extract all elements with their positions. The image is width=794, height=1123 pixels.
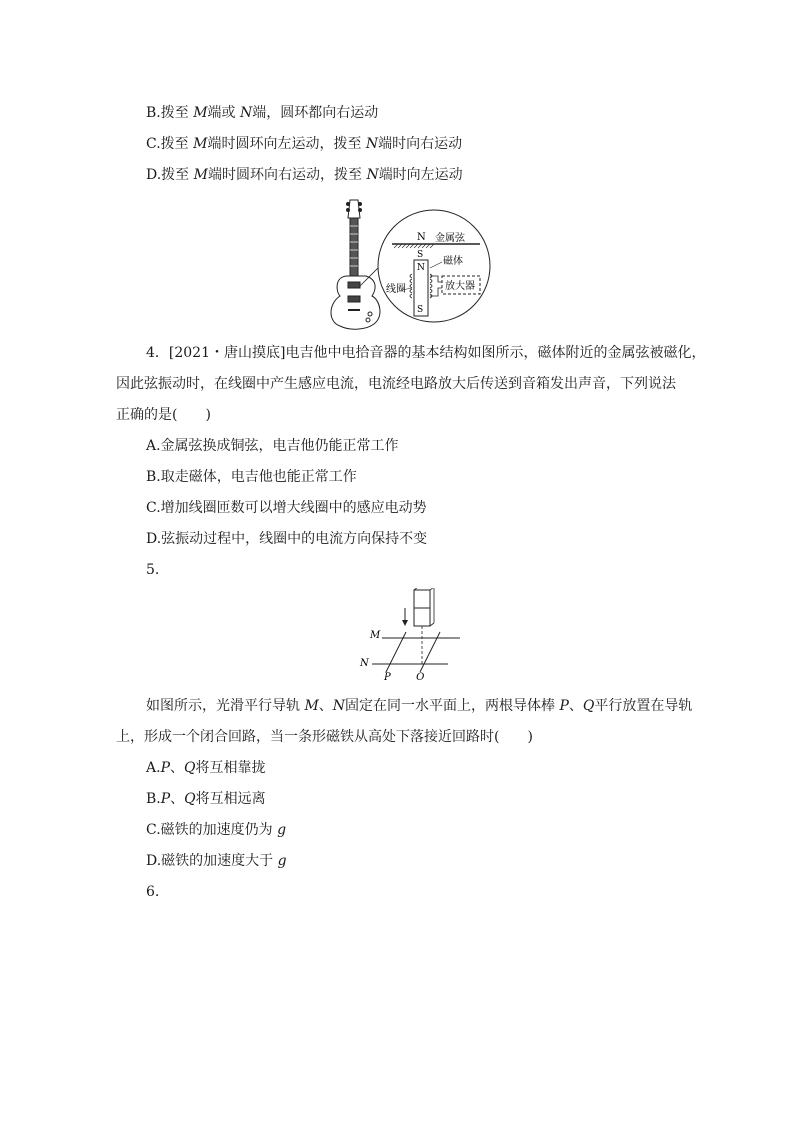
- var-p: P: [160, 791, 171, 807]
- label-amplifier: 放大器: [445, 281, 475, 292]
- text: 端时向右运动: [378, 136, 463, 152]
- var-n: N: [366, 167, 379, 183]
- text: 平行放置在导轨: [594, 698, 693, 714]
- q5-stem-line2: 上，形成一个闭合回路，当一条形磁铁从高处下落接近回路时( ): [116, 729, 533, 745]
- q4-option-c: C.增加线圈匝数可以增大线圈中的感应电动势: [146, 500, 427, 516]
- var-q: Q: [183, 760, 196, 776]
- label-s-top: S: [417, 250, 424, 260]
- text: B.: [146, 791, 161, 807]
- q5-option-a: [146, 758, 265, 778]
- q6-number: 6.: [146, 884, 160, 900]
- var-p: P: [160, 760, 170, 776]
- var-q: Q: [582, 698, 595, 714]
- var-n: N: [240, 105, 253, 121]
- var-p: P: [559, 698, 569, 714]
- q4-option-a: A.金属弦换成铜弦，电吉他仍能正常工作: [146, 438, 399, 454]
- text: 端时圆环向右运动，拨至: [207, 167, 367, 183]
- guitar-pickup-figure: [326, 196, 498, 332]
- var-g: g: [277, 822, 287, 838]
- text: 端时圆环向左运动，拨至: [207, 136, 366, 152]
- text: 、: [318, 698, 333, 714]
- q4-stem-line2: 因此弦振动时，在线圈中产生感应电流，电流经电路放大后传送到音箱发出声音，下列说法: [116, 376, 676, 392]
- label-m: M: [370, 630, 381, 641]
- q5-stem-line1: [146, 696, 692, 716]
- var-m: M: [193, 105, 208, 121]
- label-metal-string: 金属弦: [435, 233, 465, 244]
- text: D.拨至: [146, 167, 194, 183]
- q5-option-c: [146, 820, 286, 840]
- q4-option-d: D.弦振动过程中，线圈中的电流方向保持不变: [146, 531, 428, 547]
- var-n: N: [332, 698, 346, 714]
- text: 端，圆环都向右运动: [252, 105, 379, 121]
- text: 将互相靠拢: [195, 760, 266, 776]
- var-m: M: [304, 698, 319, 714]
- text: 、: [169, 760, 184, 776]
- text: 将互相远离: [195, 791, 266, 807]
- rails-magnet-figure: [356, 588, 464, 680]
- label-p: P: [384, 672, 391, 680]
- q5-number: 5.: [146, 562, 160, 578]
- q5-option-b: [146, 789, 266, 809]
- text: 端时向左运动: [378, 167, 463, 183]
- var-n: N: [365, 136, 379, 152]
- q4-stem-line3: 正确的是( ): [116, 407, 211, 423]
- q3-option-b: [146, 103, 378, 123]
- label-q: Q: [416, 672, 425, 680]
- label-n: N: [360, 658, 369, 669]
- guitar-drawing: [331, 200, 380, 329]
- var-g: g: [277, 853, 287, 869]
- text: C.磁铁的加速度仍为: [146, 822, 278, 838]
- label-n-top: N: [417, 232, 426, 243]
- q4-stem-line1: 4．[2021・唐山摸底]电吉他中电拾音器的基本结构如图所示，磁体附近的金属弦被磁化，: [146, 345, 706, 361]
- text: 如图所示，光滑平行导轨: [146, 698, 305, 714]
- label-n-magnet: N: [417, 263, 425, 273]
- text: D.磁铁的加速度大于: [146, 853, 278, 869]
- label-coil: 线圈: [386, 284, 406, 295]
- text: B.拨至: [146, 105, 194, 121]
- label-magnet: 磁体: [443, 256, 463, 267]
- q3-option-d: [146, 165, 463, 185]
- text: 端或: [207, 105, 240, 121]
- var-q: Q: [184, 791, 196, 807]
- q4-option-b: B.取走磁体，电吉他也能正常工作: [146, 469, 357, 485]
- text: C.拨至: [146, 136, 194, 152]
- var-m: M: [193, 167, 208, 183]
- q3-option-c: [146, 134, 462, 154]
- label-s-bottom: S: [417, 305, 424, 315]
- var-m: M: [193, 136, 208, 152]
- q5-option-d: [146, 851, 287, 871]
- text: 、: [568, 698, 583, 714]
- text: 、: [170, 791, 185, 807]
- text: 固定在同一水平面上，两根导体棒: [345, 698, 560, 714]
- text: A.: [146, 760, 161, 776]
